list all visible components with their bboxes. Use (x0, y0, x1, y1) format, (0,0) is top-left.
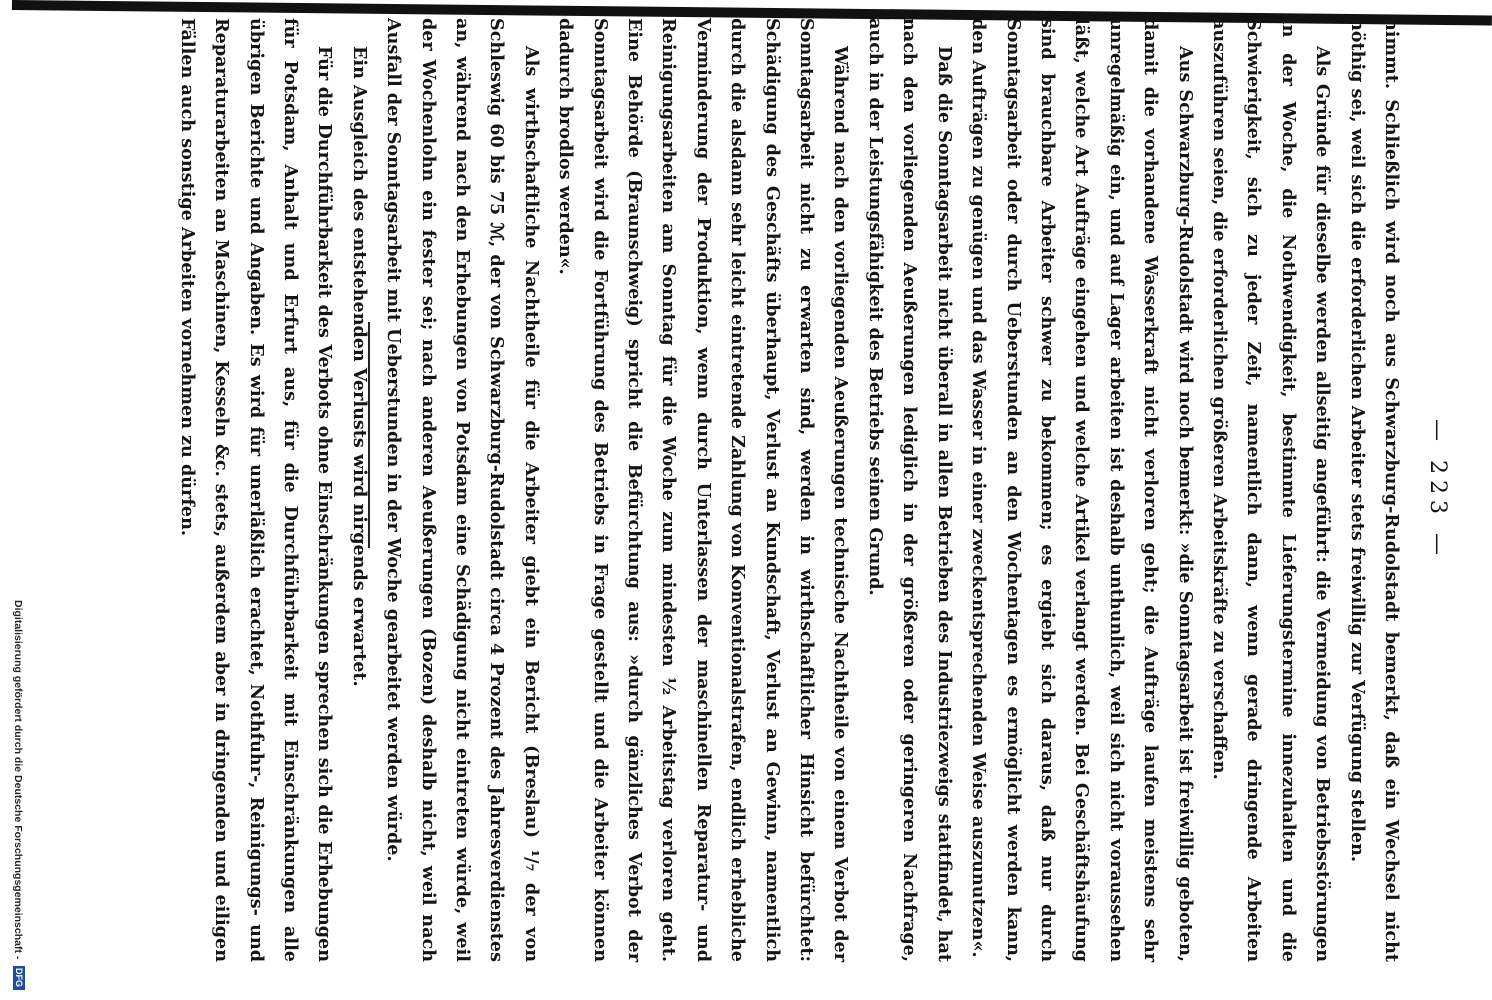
dfg-logo-text: DFG (14, 968, 24, 987)
paragraph: Ein Ausgleich des entstehenden Verlusts wird nirgends erwartet. (348, 46, 370, 687)
paragraph: Als wirthschaftliche Nachtheile für die Arbeiter giebt ein Bericht (Breslau) ¹/₇ der von Schleswig 60 bis 75 ℳ, der von Schwarzburg-Rudolstadt circa 4 Prozent des Jahresverdienstes an, während nach den Erhebungen von Potsdam eine Schädigung nicht eintreten würde, weil der Wochenlohn ein fester sei; nach anderen Aeußerungen (Bozen) deshalb nicht, weil nach Ausfall der Sonntagsarbeit mit Ueberstunden in der Woche gearbeitet werden würde. (383, 18, 542, 962)
credit-text: Digitalisierung gefördert durch die Deutsche Forschungsgemeinschaft - (12, 600, 24, 960)
digitization-credit (3, 600, 24, 992)
rotated-page (150, 0, 1490, 980)
paragraph: Als Gründe für dieselbe werden allseitig angeführt: die Vermeidung von Betriebsstörungen in der Woche, die Nothwendigkeit, bestimmte Lieferungstermine innezuhalten und die Schwierigkeit, sich zu jeder Zeit, namentlich dann, wenn gerade dringende Arbeiten auszuführen seien, die erforderlichen größeren Arbeitskräfte zu verschaffen. (1208, 18, 1334, 962)
paragraph: Aus Schwarzburg-Rudolstadt wird noch bemerkt: »die Sonntagsarbeit ist freiwillig geboten, damit die vorhandene Wasserkraft nicht verloren geht; die Aufträge laufen meistens sehr unregelmäßig ein, und auf Lager arbeiten ist deshalb unthunlich, weil sich nicht voraussehen läßt, welche Art Aufträge eingehen und welche Artikel verlangt werden. Bei Geschäftshäufung sind brauchbare Arbeiter schwer zu bekommen; es ergiebt sich daraus, daß nur durch Sonntagsarbeit oder durch Ueberstunden an den Wochentagen es ermöglicht werden kann, den Aufträgen zu genügen und das Wasser in einer zweckentsprechenden Weise auszunutzen«. (968, 18, 1196, 962)
paragraph: nimmt. Schließlich wird noch aus Schwarzburg-Rudolstadt bemerkt, daß ein Wechsel nicht nöthig sei, weil sich die erforderlichen Arbeiter stets freiwillig zur Verfügung stellen. (1346, 18, 1402, 962)
paragraph: Während nach den vorliegenden Aeußerungen technische Nachtheile von einem Verbot der Sonntagsarbeit nicht zu erwarten sind, werden in wirthschaftlicher Hinsicht befürchtet: Schädigung des Geschäfts überhaupt, Verlust an Kundschaft, Verlust an Gewinn, namentlich durch die alsdann sehr leicht eintretende Zahlung von Konventionalstrafen, endlich erhebliche Verminderung der Produktion, wenn durch Unterlassen der maschinellen Reparatur- und Reinigungsarbeiten am Sonntag für die Woche zum mindesten ½ Arbeitstag verloren geht. Eine Behörde (Braunschweig) spricht die Befürchtung aus: »durch gänzliches Verbot der Sonntagsarbeit wird die Fortführung des Betriebs in Frage gestellt und die Arbeiter können dadurch brodlos werden«. (555, 18, 852, 962)
paragraph: Für die Durchführbarkeit des Verbots ohne Einschränkungen sprechen sich die Erhebungen für Potsdam, Anhalt und Erfurt aus, für die Durchführbarkeit mit Einschränkungen alle übrigen Berichte und Angaben. Es wird für unerläßlich erachtet, Nothfuhr-, Reinigungs- und Reparaturarbeiten an Maschinen, Kesseln &c. stets, außerdem aber in dringenden und eiligen Fällen auch sonstige Arbeiten vornehmen zu dürfen. (176, 18, 336, 962)
paragraph: Daß die Sonntagsarbeit nicht überall in allen Betrieben des Industriezweigs stattfindet, hat nach den vorliegenden Aeußerungen lediglich in der größeren oder geringeren Nachfrage, auch in der Leistungsfähigkeit des Betriebs seinen Grund. (864, 18, 955, 962)
credit-svg (3, 600, 24, 992)
section-rule (368, 322, 370, 548)
page-number: — 223 — (1425, 419, 1450, 561)
body-text (169, 18, 1408, 962)
